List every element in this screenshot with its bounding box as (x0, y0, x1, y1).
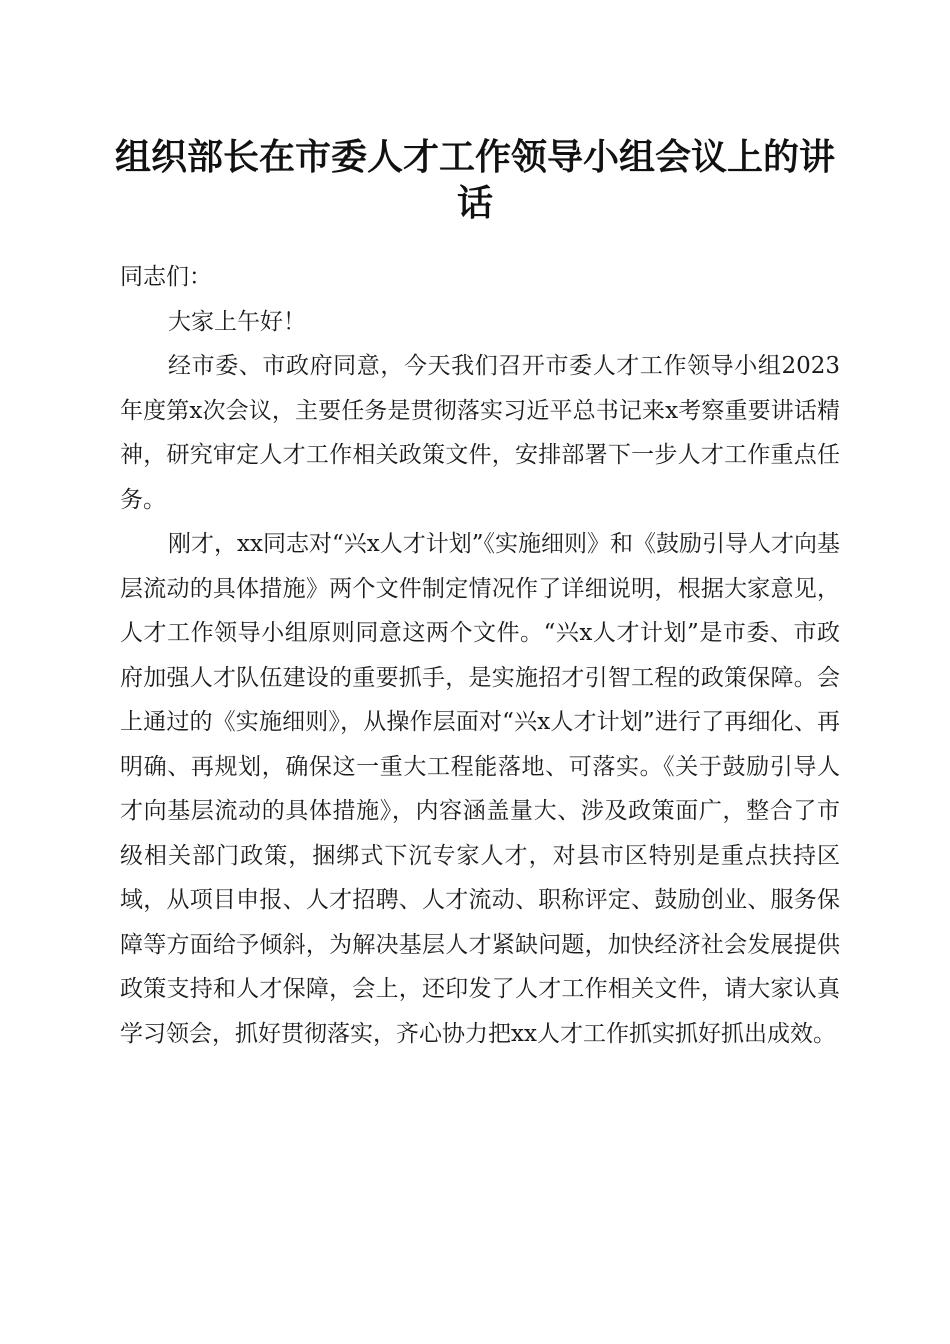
paragraph-1: 经市委、市政府同意，今天我们召开市委人才工作领导小组2023年度第x次会议，主要任务是贯彻落实习近平总书记来x考察重要讲话精神，研究审定人才工作相关政策文件，安排部署下一步人才工作重点任务。 (120, 353, 840, 513)
salutation: 同志们： (120, 264, 212, 290)
greeting: 大家上午好！ (168, 308, 306, 335)
paragraph-2: 刚才，xx同志对“兴x人才计划”《实施细则》和《鼓励引导人才向基层流动的具体措施》两个文件制定情况作了详细说明，根据大家意见，人才工作领导小组原则同意这两个文件。“兴x人才计划”是市委、市政府加强人才队伍建设的重要抓手，是实施招才引智工程的政策保障。会上通过的《实施细则》，从操作层面对“兴x人才计划”进行了再细化、再明确、再规划，确保这一重大工程能落地、可落实。《关于鼓励引导人才向基层流动的具体措施》，内容涵盖量大、涉及政策面广，整合了市级相关部门政策，捆绑式下沉专家人才，对县市区特别是重点扶持区域，从项目申报、人才招聘、人才流动、职称评定、鼓励创业、服务保障等方面给予倾斜，为解决基层人才紧缺问题，加快经济社会发展提供政策支持和人才保障，会上，还印发了人才工作相关文件，请大家认真学习领会，抓好贯彻落实，齐心协力把xx人才工作抓实抓好抓出成效。 (120, 531, 840, 1047)
document-body (120, 255, 840, 1056)
document-title: 组织部长在市委人才工作领导小组会议上的讲话 (114, 136, 835, 224)
